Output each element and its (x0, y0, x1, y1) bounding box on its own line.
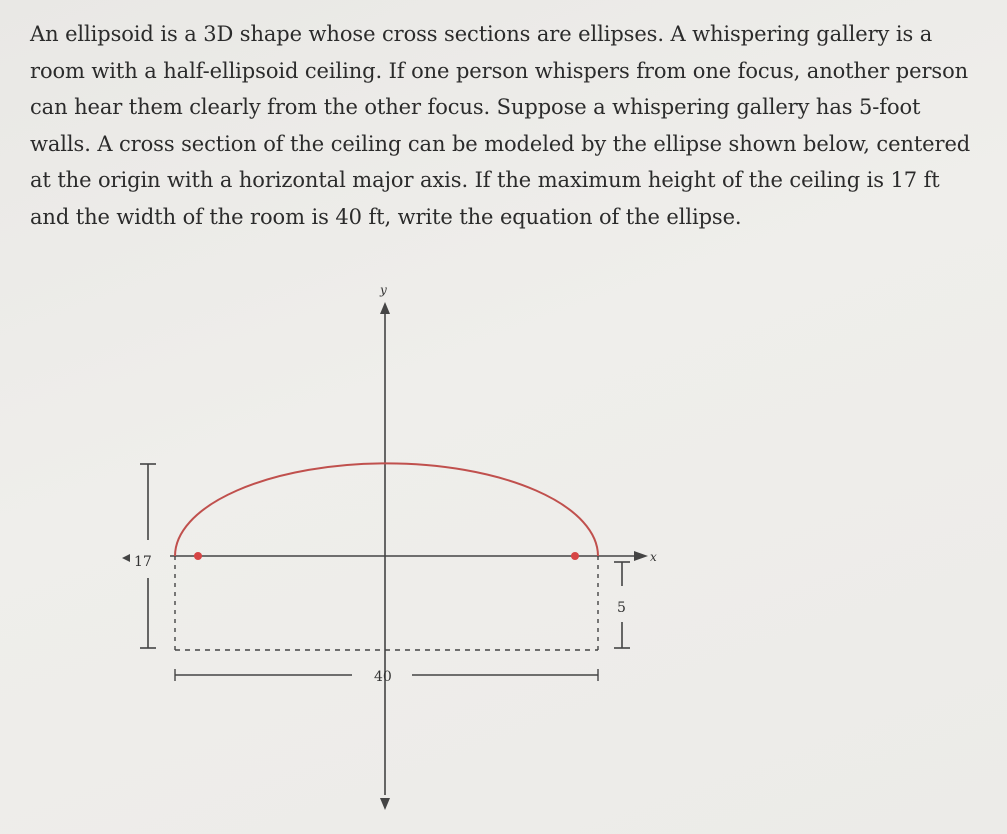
wall-label-5: 5 (617, 600, 626, 616)
height-label-17: 17 (134, 554, 152, 570)
y-axis-down-arrow (380, 798, 390, 810)
x-axis-label: x (650, 550, 657, 564)
y-axis-label: y (380, 283, 387, 297)
right-focus-point (571, 552, 579, 560)
x-axis-right-arrow (634, 551, 648, 561)
left-focus-point (194, 552, 202, 560)
height-label-arrow (122, 554, 130, 562)
problem-text: An ellipsoid is a 3D shape whose cross sections are ellipses. A whispering gallery is a room with a half-ellipsoid ceiling. If one person whispers from one focus, another person can hear them clearly from the other focus. Suppose a whispering gallery has 5-foot walls. A cross section of the ceiling can be modeled by the ellipse shown below, centered at the origin with a horizontal major axis. If the maximum height of the ceiling is 17 ft and the width of the room is 40 ft, write the equation of the ellipse. (30, 22, 971, 229)
width-label-40: 40 (374, 669, 392, 685)
y-axis-up-arrow (380, 302, 390, 314)
ellipse-ceiling-curve (175, 463, 598, 556)
